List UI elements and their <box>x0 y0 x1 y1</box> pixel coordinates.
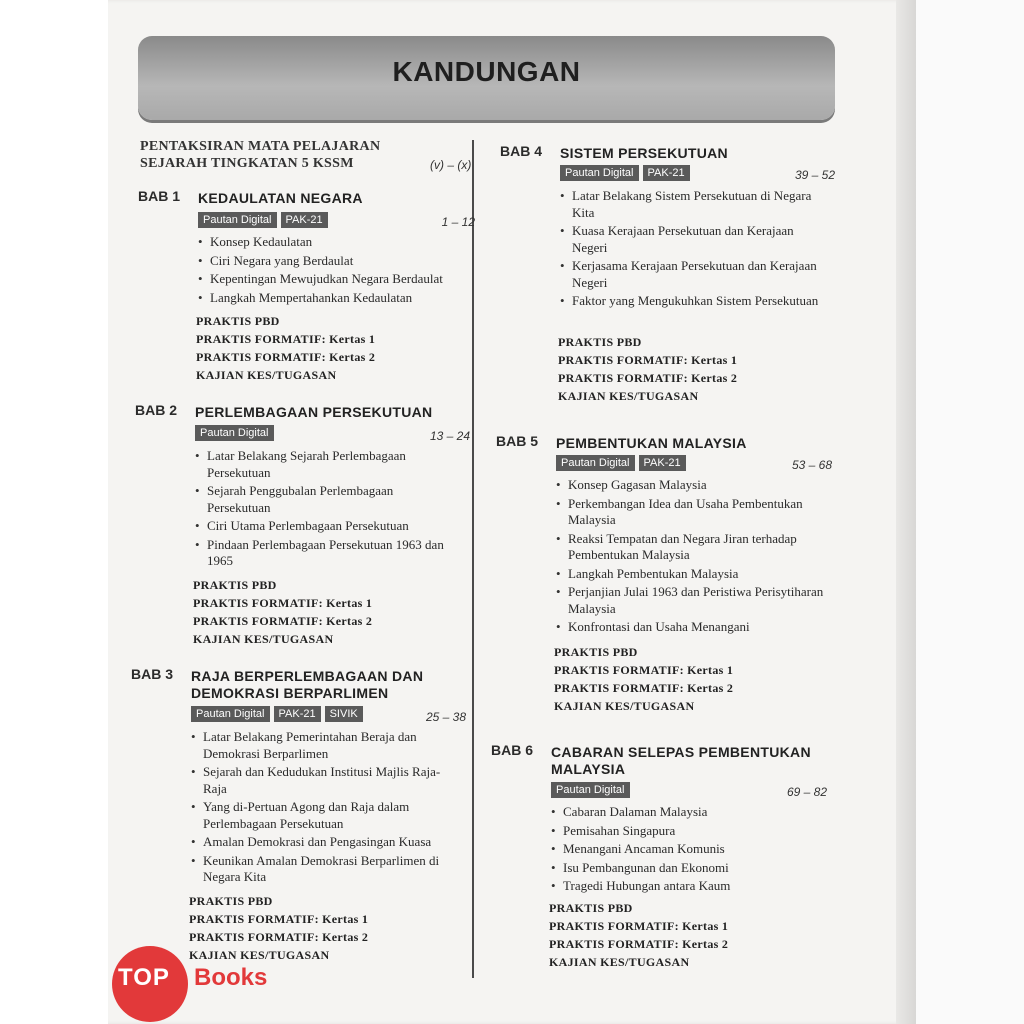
list-item: • Yang di-Pertuan Agong dan Raja dalam Perlembagaan Persekutuan <box>191 799 461 832</box>
list-item: • Langkah Pembentukan Malaysia <box>556 566 826 583</box>
page-title: KANDUNGAN <box>392 56 581 87</box>
practice-item: PRAKTIS FORMATIF: Kertas 2 <box>554 681 734 695</box>
intro-pages: (v) – (x) <box>430 158 472 172</box>
practice-item: PRAKTIS FORMATIF: Kertas 1 <box>193 596 373 610</box>
practice-item: KAJIAN KES/TUGASAN <box>558 389 699 403</box>
practice-item: KAJIAN KES/TUGASAN <box>189 948 330 962</box>
chapter-title: CABARAN SELEPAS PEMBENTUKAN MALAYSIA <box>551 744 811 777</box>
list-item: • Reaksi Tempatan dan Negara Jiran terhadap Pembentukan Malaysia <box>556 531 826 564</box>
practice-item: PRAKTIS FORMATIF: Kertas 2 <box>193 614 373 628</box>
list-item: • Faktor yang Mengukuhkan Sistem Persekutuan <box>560 293 822 310</box>
background-left <box>0 0 108 1024</box>
chapter-pages: 25 – 38 <box>425 710 466 724</box>
topic-list <box>191 729 461 888</box>
practice-list <box>193 576 372 648</box>
chapter-badges <box>191 706 363 722</box>
chapter-1 <box>138 188 475 388</box>
chapter-number: BAB 4 <box>500 143 543 159</box>
chapter-badges <box>556 455 686 471</box>
practice-item: PRAKTIS FORMATIF: Kertas 2 <box>189 930 369 944</box>
chapter-title: KEDAULATAN NEGARA <box>198 190 363 206</box>
list-item: • Isu Pembangunan dan Ekonomi <box>551 860 821 877</box>
chapter-3 <box>131 666 466 971</box>
chapter-number: BAB 6 <box>491 742 534 758</box>
list-item: • Sejarah dan Kedudukan Institusi Majlis Raja-Raja <box>191 764 461 797</box>
topic-list <box>556 477 826 638</box>
topic-list <box>195 448 457 572</box>
practice-item: PRAKTIS FORMATIF: Kertas 2 <box>558 371 738 385</box>
chapter-badges <box>560 165 690 181</box>
practice-item: PRAKTIS FORMATIF: Kertas 1 <box>554 663 734 677</box>
list-item: • Amalan Demokrasi dan Pengasingan Kuasa <box>191 834 461 851</box>
chapter-badges <box>551 782 630 798</box>
topic-list <box>551 804 821 897</box>
chapter-pages: 13 – 24 <box>429 429 470 443</box>
practice-item: KAJIAN KES/TUGASAN <box>196 368 337 382</box>
badge-pak21: PAK-21 <box>281 212 328 228</box>
chapter-pages: 1 – 12 <box>441 215 475 229</box>
chapter-badges <box>198 212 328 228</box>
list-item: • Tragedi Hubungan antara Kaum <box>551 878 821 895</box>
list-item: • Perkembangan Idea dan Usaha Pembentukan Malaysia <box>556 496 826 529</box>
practice-list <box>549 899 728 971</box>
chapter-title: PEMBENTUKAN MALAYSIA <box>556 435 747 451</box>
practice-item: PRAKTIS FORMATIF: Kertas 1 <box>549 919 729 933</box>
practice-item: KAJIAN KES/TUGASAN <box>554 699 695 713</box>
list-item: • Kuasa Kerajaan Persekutuan dan Kerajaan Negeri <box>560 223 822 256</box>
badge-pautan-digital: Pautan Digital <box>560 165 639 181</box>
intro-line-2: SEJARAH TINGKATAN 5 KSSM <box>140 156 354 171</box>
list-item: • Keunikan Amalan Demokrasi Berparlimen di Negara Kita <box>191 853 461 886</box>
chapter-title: PERLEMBAGAAN PERSEKUTUAN <box>195 404 433 420</box>
chapter-number: BAB 1 <box>138 188 181 204</box>
chapter-6 <box>491 742 827 977</box>
badge-pak21: PAK-21 <box>639 455 686 471</box>
practice-item: PRAKTIS PBD <box>549 901 633 915</box>
chapter-title: RAJA BERPERLEMBAGAAN DAN DEMOKRASI BERPARLIMEN <box>191 668 424 701</box>
list-item: • Konsep Gagasan Malaysia <box>556 477 826 494</box>
badge-pautan-digital: Pautan Digital <box>191 706 270 722</box>
list-item: • Kerjasama Kerajaan Persekutuan dan Kerajaan Negeri <box>560 258 822 291</box>
list-item: • Kepentingan Mewujudkan Negara Berdaulat <box>198 271 478 288</box>
badge-pautan-digital: Pautan Digital <box>198 212 277 228</box>
list-item: • Langkah Mempertahankan Kedaulatan <box>198 290 478 307</box>
intro-line-1: PENTAKSIRAN MATA PELAJARAN <box>140 139 381 154</box>
practice-item: PRAKTIS FORMATIF: Kertas 1 <box>189 912 369 926</box>
badge-sivik: SIVIK <box>325 706 363 722</box>
chapter-number: BAB 2 <box>135 402 178 418</box>
practice-item: PRAKTIS FORMATIF: Kertas 1 <box>558 353 738 367</box>
practice-item: PRAKTIS PBD <box>189 894 273 908</box>
list-item: • Latar Belakang Pemerintahan Beraja dan Demokrasi Berparlimen <box>191 729 461 762</box>
badge-pak21: PAK-21 <box>643 165 690 181</box>
practice-list <box>558 333 737 405</box>
logo-books-text: Books <box>194 964 268 991</box>
practice-item: PRAKTIS FORMATIF: Kertas 2 <box>196 350 376 364</box>
practice-list <box>554 643 733 715</box>
chapter-pages: 53 – 68 <box>791 458 832 472</box>
list-item: • Konsep Kedaulatan <box>198 234 478 251</box>
topic-list <box>560 188 822 312</box>
list-item: • Latar Belakang Sistem Persekutuan di Negara Kita <box>560 188 822 221</box>
list-item: • Latar Belakang Sejarah Perlembagaan Persekutuan <box>195 448 457 481</box>
list-item: • Ciri Negara yang Berdaulat <box>198 253 478 270</box>
practice-item: KAJIAN KES/TUGASAN <box>549 955 690 969</box>
chapter-4 <box>500 143 835 413</box>
badge-pautan-digital: Pautan Digital <box>195 425 274 441</box>
practice-item: PRAKTIS PBD <box>193 578 277 592</box>
list-item: • Pemisahan Singapura <box>551 823 821 840</box>
practice-list <box>196 312 375 384</box>
topbooks-watermark <box>112 946 312 1006</box>
chapter-badges <box>195 425 274 441</box>
list-item: • Menangani Ancaman Komunis <box>551 841 821 858</box>
practice-item: PRAKTIS FORMATIF: Kertas 2 <box>549 937 729 951</box>
chapter-5 <box>496 433 832 723</box>
intro-heading <box>140 138 480 172</box>
logo-top-text: TOP <box>118 964 170 991</box>
list-item: • Sejarah Penggubalan Perlembagaan Persekutuan <box>195 483 457 516</box>
practice-item: KAJIAN KES/TUGASAN <box>193 632 334 646</box>
badge-pautan-digital: Pautan Digital <box>551 782 630 798</box>
chapter-number: BAB 3 <box>131 666 174 682</box>
practice-item: PRAKTIS PBD <box>554 645 638 659</box>
topic-list <box>198 234 478 308</box>
practice-item: PRAKTIS PBD <box>558 335 642 349</box>
practice-item: PRAKTIS FORMATIF: Kertas 1 <box>196 332 376 346</box>
chapter-title: SISTEM PERSEKUTUAN <box>560 145 728 161</box>
page-edge <box>896 0 916 1024</box>
practice-item: PRAKTIS PBD <box>196 314 280 328</box>
badge-pak21: PAK-21 <box>274 706 321 722</box>
list-item: • Pindaan Perlembagaan Persekutuan 1963 dan 1965 <box>195 537 457 570</box>
chapter-pages: 39 – 52 <box>794 168 835 182</box>
chapter-pages: 69 – 82 <box>786 785 827 799</box>
chapter-2 <box>135 402 470 652</box>
background-right <box>916 0 1024 1024</box>
list-item: • Perjanjian Julai 1963 dan Peristiwa Perisytiharan Malaysia <box>556 584 826 617</box>
chapter-number: BAB 5 <box>496 433 539 449</box>
list-item: • Ciri Utama Perlembagaan Persekutuan <box>195 518 457 535</box>
list-item: • Konfrontasi dan Usaha Menangani <box>556 619 826 636</box>
badge-pautan-digital: Pautan Digital <box>556 455 635 471</box>
list-item: • Cabaran Dalaman Malaysia <box>551 804 821 821</box>
